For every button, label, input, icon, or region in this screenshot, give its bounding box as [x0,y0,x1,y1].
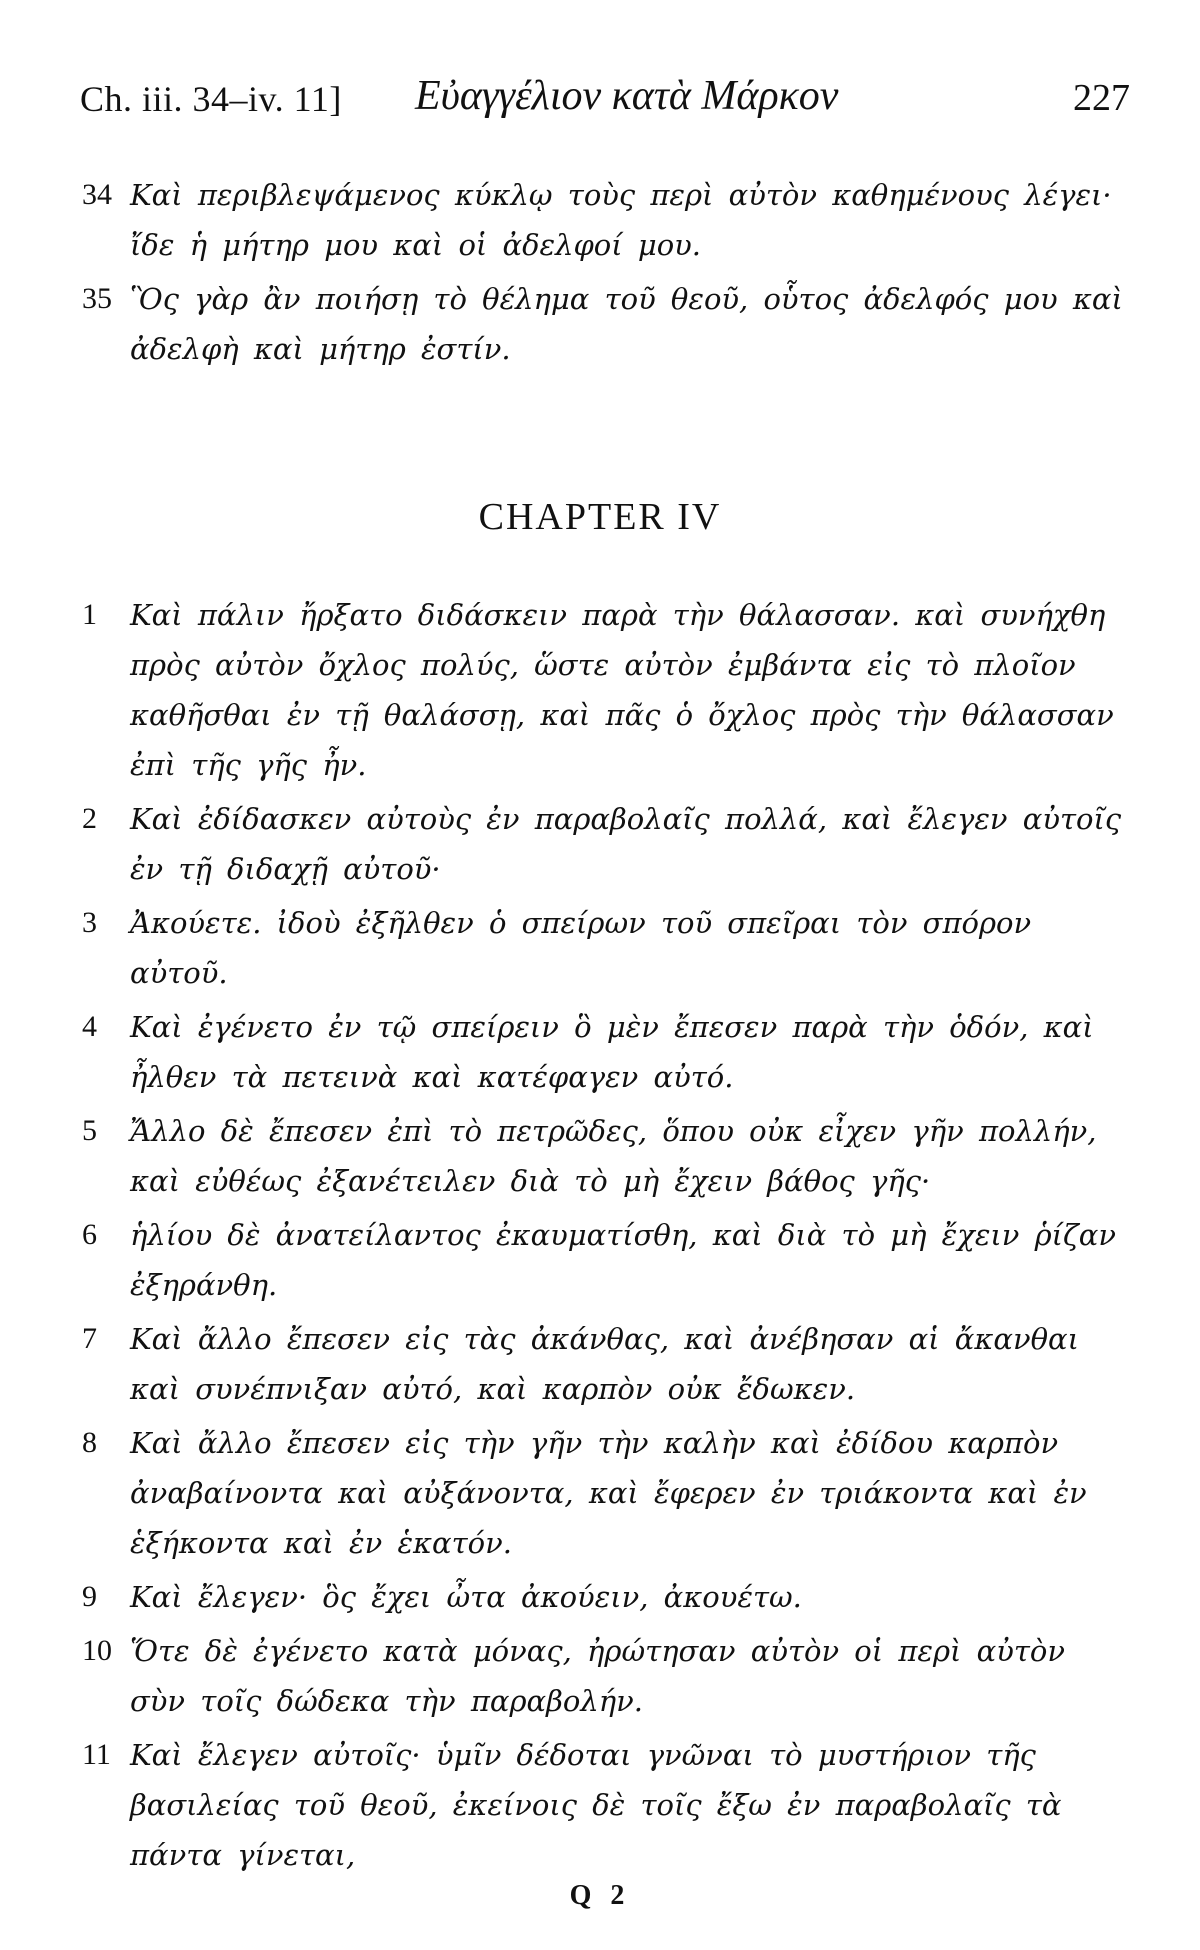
verse-number: 6 [82,1218,97,1251]
verse-text: Ἄλλο δὲ ἔπεσεν ἐπὶ τὸ πετρῶδες, ὅπου οὐκ εἶχεν γῆν πολλήν, καὶ εὐθέως ἐξανέτειλεν διὰ τὸ μὴ ἔχειν βάθος γῆς· [130,1114,1097,1198]
verse-text: Ὃς γὰρ ἂν ποιήσῃ τὸ θέλημα τοῦ θεοῦ, οὗτος ἀδελφός μου καὶ ἀδελφὴ καὶ μήτηρ ἐστίν. [130,282,1123,366]
verse-text: Καὶ πάλιν ἤρξατο διδάσκειν παρὰ τὴν θάλασσαν. καὶ συνήχθη πρὸς αὐτὸν ὄχλος πολύς, ὥστε αὐτὸν ἐμβάντα εἰς τὸ πλοῖον καθῆσθαι ἐν τῇ θαλάσσῃ, καὶ πᾶς ὁ ὄχλος πρὸς τὴν θάλασσαν ἐπὶ τῆς γῆς ἦν. [130,598,1114,782]
verse-text: Καὶ ἐγένετο ἐν τῷ σπείρειν ὃ μὲν ἔπεσεν παρὰ τὴν ὁδόν, καὶ ἦλθεν τὰ πετεινὰ καὶ κατέφαγεν αὐτό. [130,1010,1094,1094]
verse-number: 3 [82,906,97,939]
verse-text: Καὶ ἐδίδασκεν αὐτοὺς ἐν παραβολαῖς πολλά, καὶ ἔλεγεν αὐτοῖς ἐν τῇ διδαχῇ αὐτοῦ· [130,802,1122,886]
verse-6 [82,1210,1132,1310]
running-head-reference: Ch. iii. 34–iv. 11] [80,79,342,119]
verse-text: Καὶ ἔλεγεν αὐτοῖς· ὑμῖν δέδοται γνῶναι τὸ μυστήριον τῆς βασιλείας τοῦ θεοῦ, ἐκείνοις δὲ τοῖς ἔξω ἐν παραβολαῖς τὰ πάντα γίνεται, [130,1738,1062,1872]
verse-text: Καὶ περιβλεψάμενος κύκλῳ τοὺς περὶ αὐτὸν καθημένους λέγει· ἴδε ἡ μήτηρ μου καὶ οἱ ἀδελφοί μου. [130,178,1112,262]
verse-number: 2 [82,802,97,835]
verse-3 [82,898,1132,998]
running-head-title: Εὐαγγέλιον κατὰ Μάρκον [415,73,839,119]
verses-chapter-iv [82,590,1132,1884]
chapter-heading: CHAPTER IV [478,496,722,538]
verse-text: Καὶ ἄλλο ἔπεσεν εἰς τὴν γῆν τὴν καλὴν καὶ ἐδίδου καρπὸν ἀναβαίνοντα καὶ αὐξάνοντα, καὶ ἔφερεν ἐν τριάκοντα καὶ ἐν ἑξήκοντα καὶ ἐν ἑκατόν. [130,1426,1087,1560]
page-number: 227 [1073,77,1130,119]
verse-5 [82,1106,1132,1206]
verse-1 [82,590,1132,790]
verse-34 [82,170,1132,270]
verse-number: 34 [82,178,112,211]
verse-8 [82,1418,1132,1568]
verse-number: 35 [82,282,112,315]
verse-text: Ὅτε δὲ ἐγένετο κατὰ μόνας, ἠρώτησαν αὐτὸν οἱ περὶ αὐτὸν σὺν τοῖς δώδεκα τὴν παραβολήν. [130,1634,1065,1718]
verse-number: 5 [82,1114,97,1147]
verse-text: Καὶ ἔλεγεν· ὃς ἔχει ὦτα ἀκούειν, ἀκουέτω. [130,1580,802,1614]
verse-number: 8 [82,1426,97,1459]
signature-mark: Q 2 [569,1880,631,1911]
verse-number: 9 [82,1580,97,1613]
verse-11 [82,1730,1132,1880]
verse-number: 10 [82,1634,112,1667]
verse-text: Ἀκούετε. ἰδοὺ ἐξῆλθεν ὁ σπείρων τοῦ σπεῖραι τὸν σπόρον αὐτοῦ. [130,906,1032,990]
verse-10 [82,1626,1132,1726]
verse-text: Καὶ ἄλλο ἔπεσεν εἰς τὰς ἀκάνθας, καὶ ἀνέβησαν αἱ ἄκανθαι καὶ συνέπνιξαν αὐτό, καὶ καρπὸν οὐκ ἔδωκεν. [130,1322,1079,1406]
verse-number: 7 [82,1322,97,1355]
verse-4 [82,1002,1132,1102]
verse-35 [82,274,1132,374]
verse-9 [82,1572,1132,1622]
verse-number: 1 [82,598,97,631]
verse-number: 11 [82,1738,111,1771]
running-head [80,72,1130,132]
verse-2 [82,794,1132,894]
verse-number: 4 [82,1010,97,1043]
verses-chapter-iii [82,170,1132,378]
verse-text: ἡλίου δὲ ἀνατείλαντος ἐκαυματίσθη, καὶ διὰ τὸ μὴ ἔχειν ῥίζαν ἐξηράνθη. [130,1218,1116,1302]
verse-7 [82,1314,1132,1414]
